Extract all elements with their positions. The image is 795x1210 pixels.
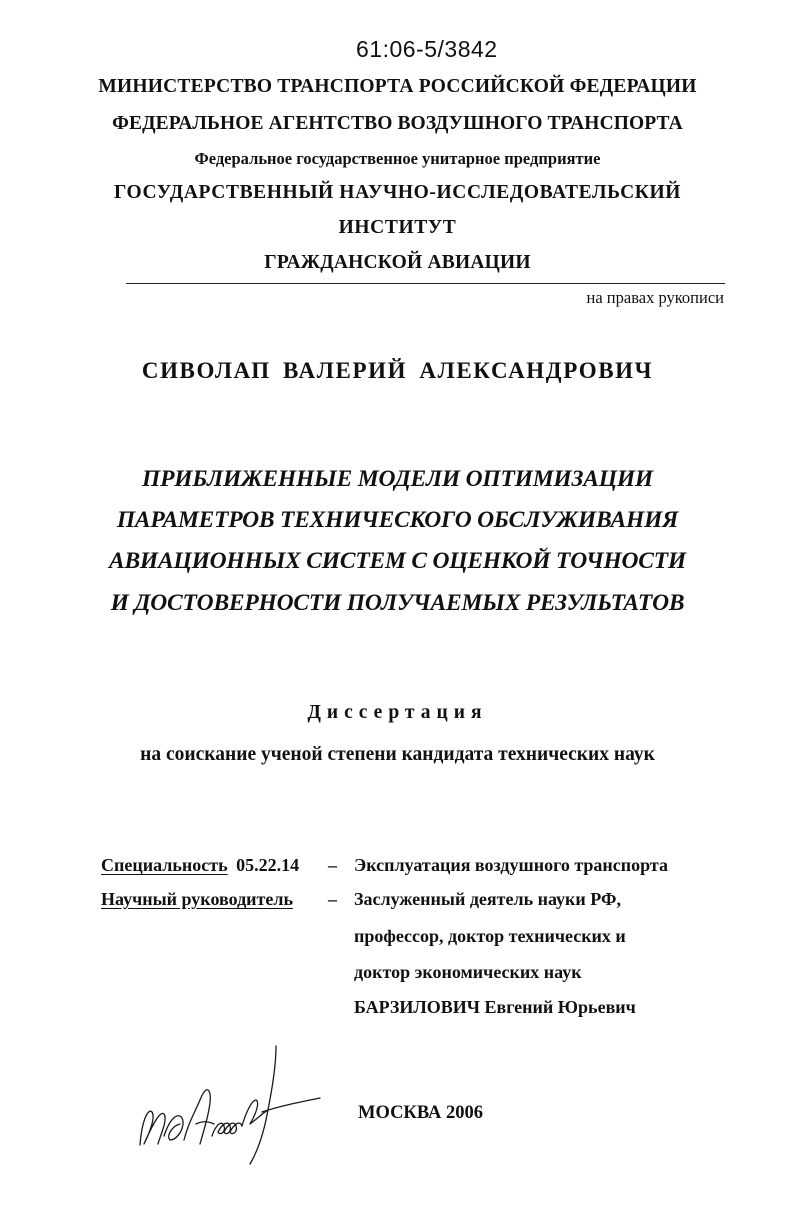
institute-name-line2: ИНСТИТУТ xyxy=(338,217,457,238)
header-divider xyxy=(126,283,725,284)
supervisor-given-names: Евгений Юрьевич xyxy=(484,997,636,1017)
specialty-block xyxy=(101,855,299,876)
rights-note: на правах рукописи xyxy=(586,288,724,307)
supervisor-dash: – xyxy=(328,889,337,909)
supervisor-line-3: доктор экономических наук xyxy=(354,962,582,982)
document-type: Диссертация xyxy=(307,702,488,723)
title-line-4: И ДОСТОВЕРНОСТИ ПОЛУЧАЕМЫХ РЕЗУЛЬТАТОВ xyxy=(110,590,685,616)
title-line-1: ПРИБЛИЖЕННЫЕ МОДЕЛИ ОПТИМИЗАЦИИ xyxy=(142,466,653,492)
enterprise-type: Федеральное государственное унитарное предприятие xyxy=(194,149,601,168)
catalog-number: 61:06-5/3842 xyxy=(356,36,498,62)
ministry-name: МИНИСТЕРСТВО ТРАНСПОРТА РОССИЙСКОЙ ФЕДЕРАЦИИ xyxy=(98,76,697,97)
author-name: СИВОЛАП ВАЛЕРИЙ АЛЕКСАНДРОВИЧ xyxy=(141,358,654,383)
specialty-label: Специальность xyxy=(101,855,228,875)
specialty-value: Эксплуатация воздушного транспорта xyxy=(354,855,668,875)
degree-statement: на соискание ученой степени кандидата технических наук xyxy=(140,744,655,765)
title-line-3: АВИАЦИОННЫХ СИСТЕМ С ОЦЕНКОЙ ТОЧНОСТИ xyxy=(108,548,687,574)
specialty-dash: – xyxy=(328,855,337,875)
specialty-code: 05.22.14 xyxy=(236,855,300,875)
author-signature xyxy=(130,1040,330,1170)
supervisor-label: Научный руководитель xyxy=(101,889,293,909)
city-year: МОСКВА 2006 xyxy=(358,1103,484,1123)
supervisor-line-2: профессор, доктор технических и xyxy=(354,926,626,946)
institute-name-line3: ГРАЖДАНСКОЙ АВИАЦИИ xyxy=(264,252,531,273)
institute-name-line1: ГОСУДАРСТВЕННЫЙ НАУЧНО-ИССЛЕДОВАТЕЛЬСКИЙ xyxy=(113,182,682,203)
supervisor-line-1: Заслуженный деятель науки РФ, xyxy=(354,889,621,909)
supervisor-surname: БАРЗИЛОВИЧ xyxy=(354,997,481,1017)
agency-name: ФЕДЕРАЛЬНОЕ АГЕНТСТВО ВОЗДУШНОГО ТРАНСПОРТА xyxy=(112,113,683,134)
supervisor-name xyxy=(354,997,636,1018)
title-line-2: ПАРАМЕТРОВ ТЕХНИЧЕСКОГО ОБСЛУЖИВАНИЯ xyxy=(116,507,679,533)
